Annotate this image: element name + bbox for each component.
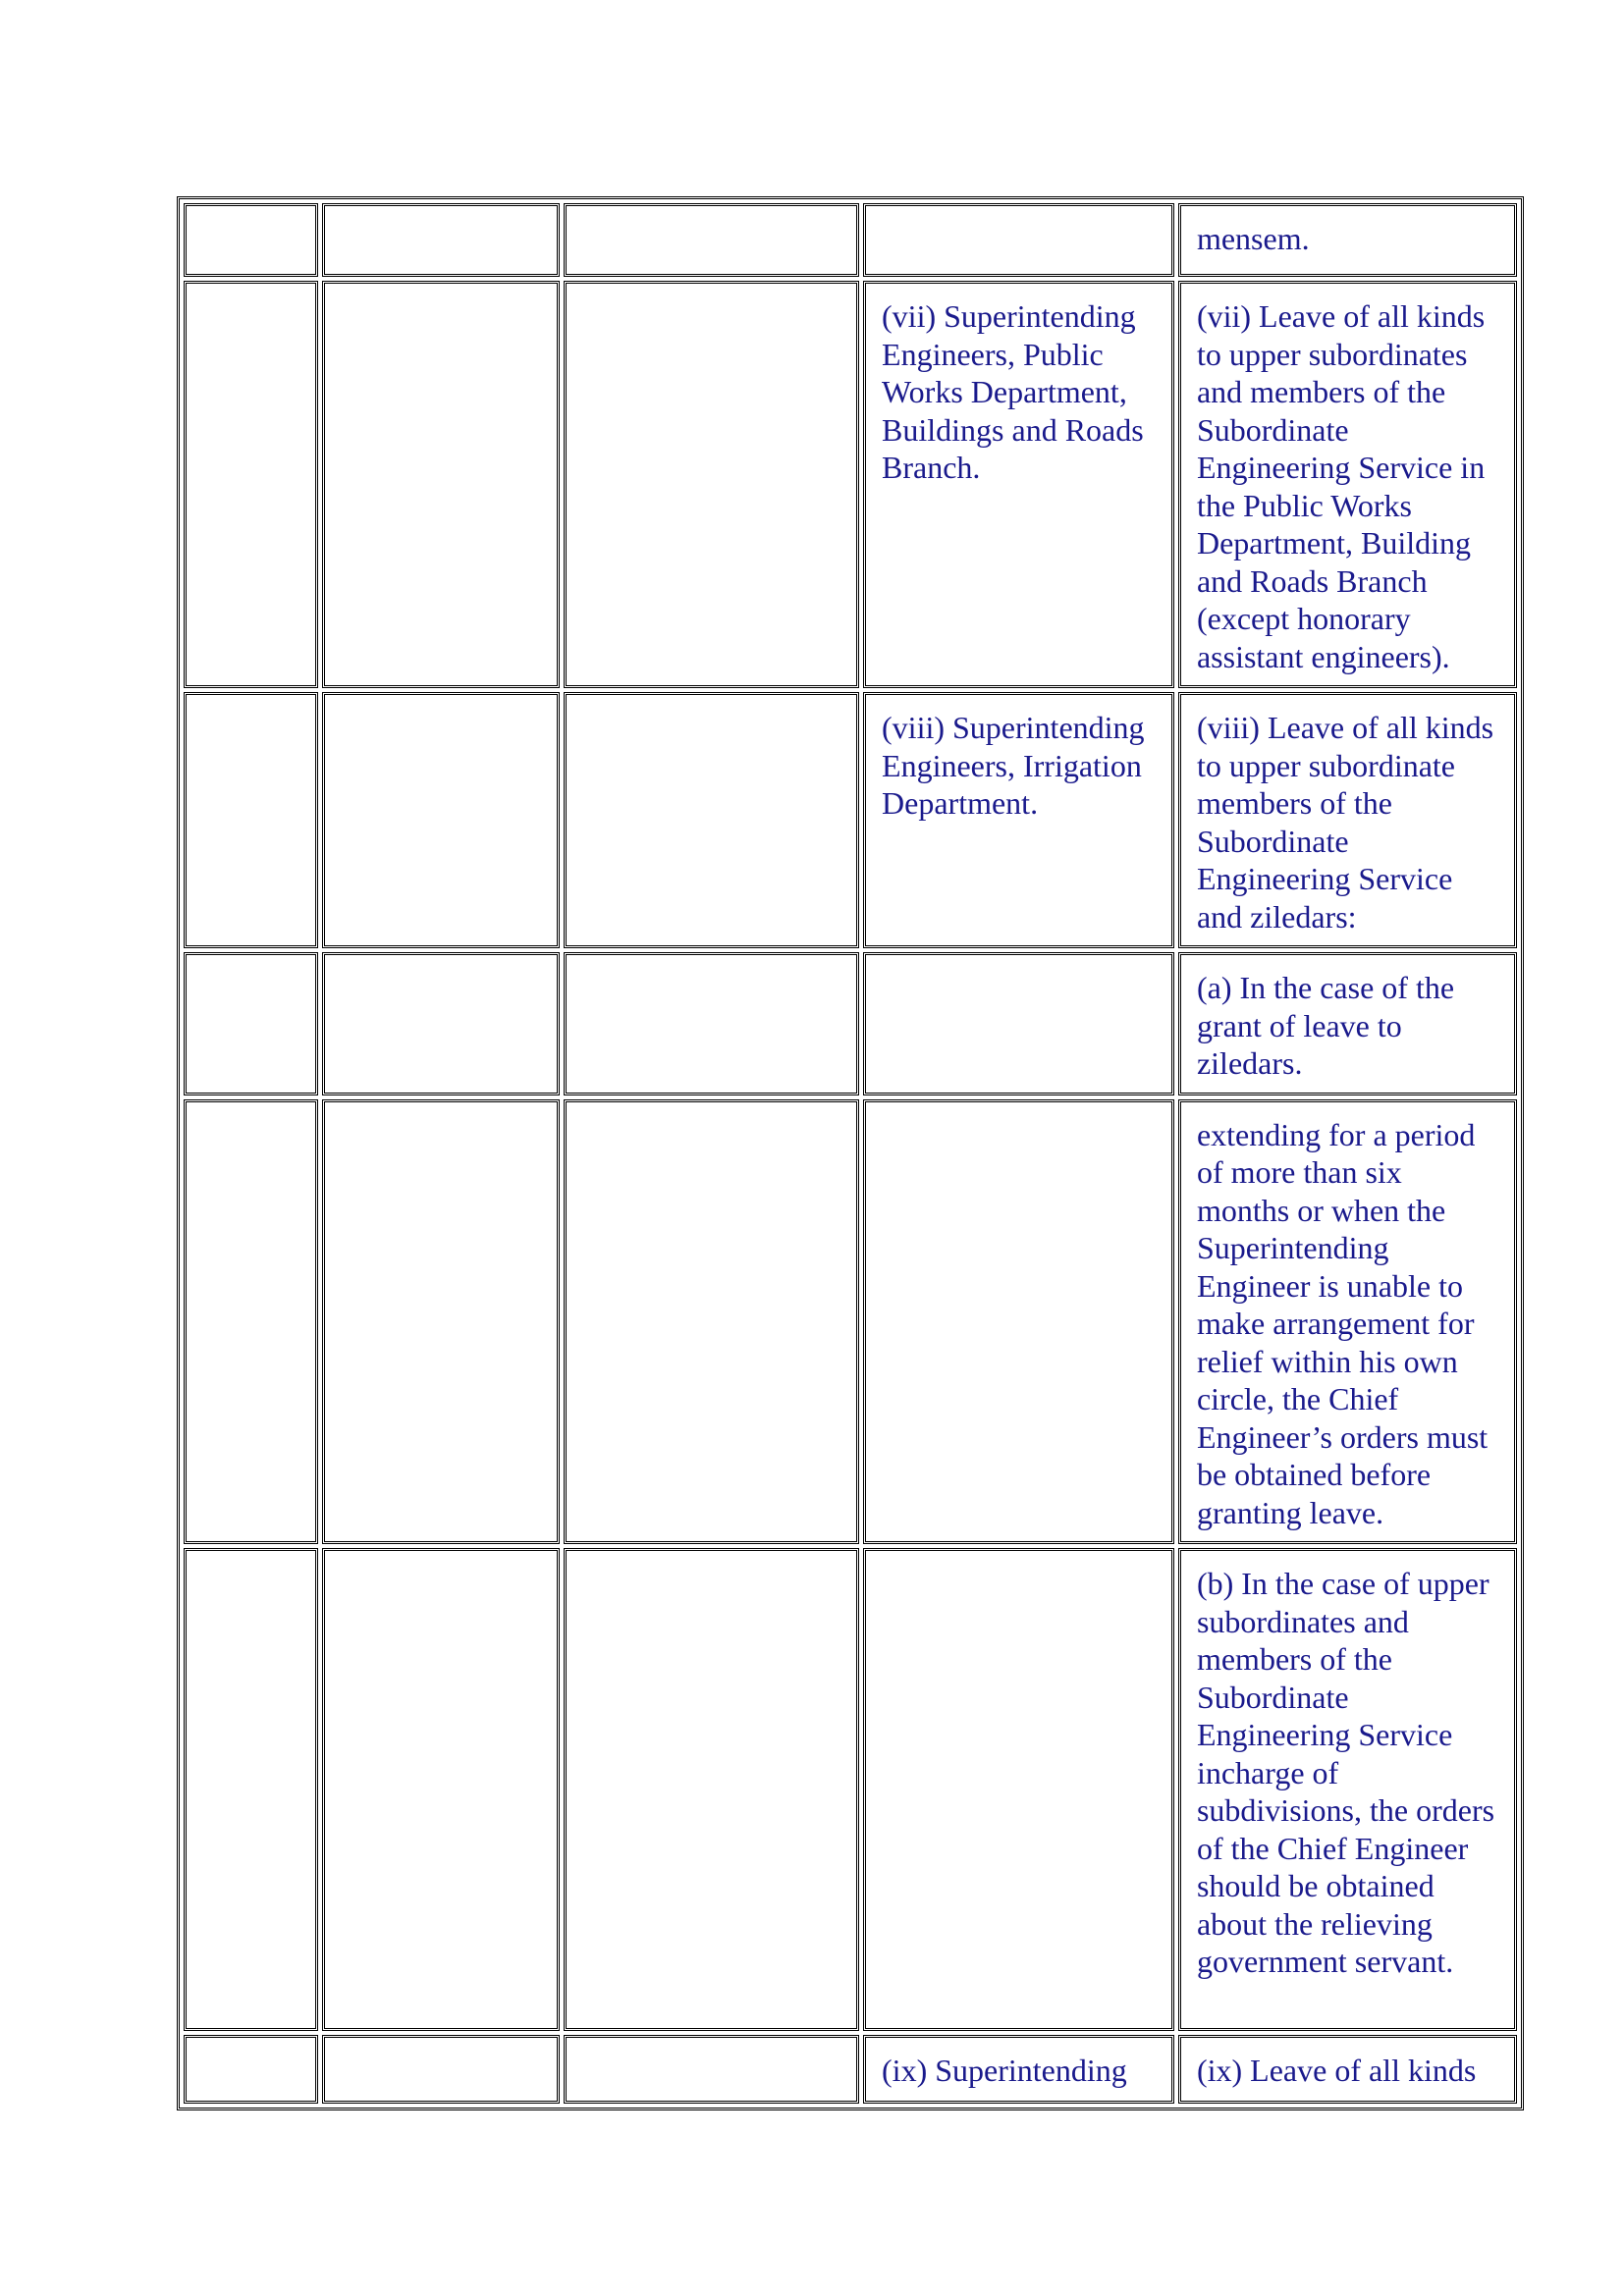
table-cell [564, 1099, 859, 1545]
powers-cell: (viii) Leave of all kinds to upper subordinate members of the Subordinate Engineering Service and ziledars: [1178, 692, 1517, 948]
authority-cell [863, 1099, 1174, 1545]
table-cell [322, 2035, 560, 2104]
authority-cell: (vii) Superintending Engineers, Public Works Department, Buildings and Roads Branch. [863, 281, 1174, 688]
table-cell [564, 952, 859, 1095]
table-cell [322, 281, 560, 688]
authority-cell [863, 952, 1174, 1095]
table-cell [564, 1548, 859, 2031]
powers-cell: extending for a period of more than six months or when the Superintending Engineer is unable to make arrangement for relief within his own circle, the Chief Engineer’s orders must be obtained before granting leave. [1178, 1099, 1517, 1545]
table-cell [564, 203, 859, 277]
table-cell [322, 952, 560, 1095]
table-row [184, 692, 1517, 948]
table-cell [184, 1548, 318, 2031]
table-cell [322, 203, 560, 277]
table-cell [184, 203, 318, 277]
delegation-table [177, 196, 1524, 2110]
table-cell [564, 281, 859, 688]
table-cell [184, 2035, 318, 2104]
table-row [184, 1548, 1517, 2031]
authority-cell [863, 1548, 1174, 2031]
table-row [184, 1099, 1517, 1545]
authority-cell [863, 203, 1174, 277]
table-cell [322, 692, 560, 948]
table-cell [564, 692, 859, 948]
table-row [184, 203, 1517, 277]
table-cell [322, 1548, 560, 2031]
powers-cell: (ix) Leave of all kinds [1178, 2035, 1517, 2104]
table-cell [184, 281, 318, 688]
powers-cell: (b) In the case of upper subordinates and members of the Subordinate Engineering Service incharge of subdivisions, the orders of the Chief Engineer should be obtained about the relieving government servant. [1178, 1548, 1517, 2031]
authority-cell: (viii) Superintending Engineers, Irrigation Department. [863, 692, 1174, 948]
table-cell [184, 1099, 318, 1545]
table-cell [184, 952, 318, 1095]
table-cell [322, 1099, 560, 1545]
table-cell [184, 692, 318, 948]
table-row [184, 2035, 1517, 2104]
powers-cell: (a) In the case of the grant of leave to ziledars. [1178, 952, 1517, 1095]
table-cell [564, 2035, 859, 2104]
table-row [184, 952, 1517, 1095]
powers-cell: (vii) Leave of all kinds to upper subordinates and members of the Subordinate Engineering Service in the Public Works Department, Building and Roads Branch (except honorary assistant engineers). [1178, 281, 1517, 688]
table-row [184, 281, 1517, 688]
powers-cell: mensem. [1178, 203, 1517, 277]
authority-cell: (ix) Superintending [863, 2035, 1174, 2104]
